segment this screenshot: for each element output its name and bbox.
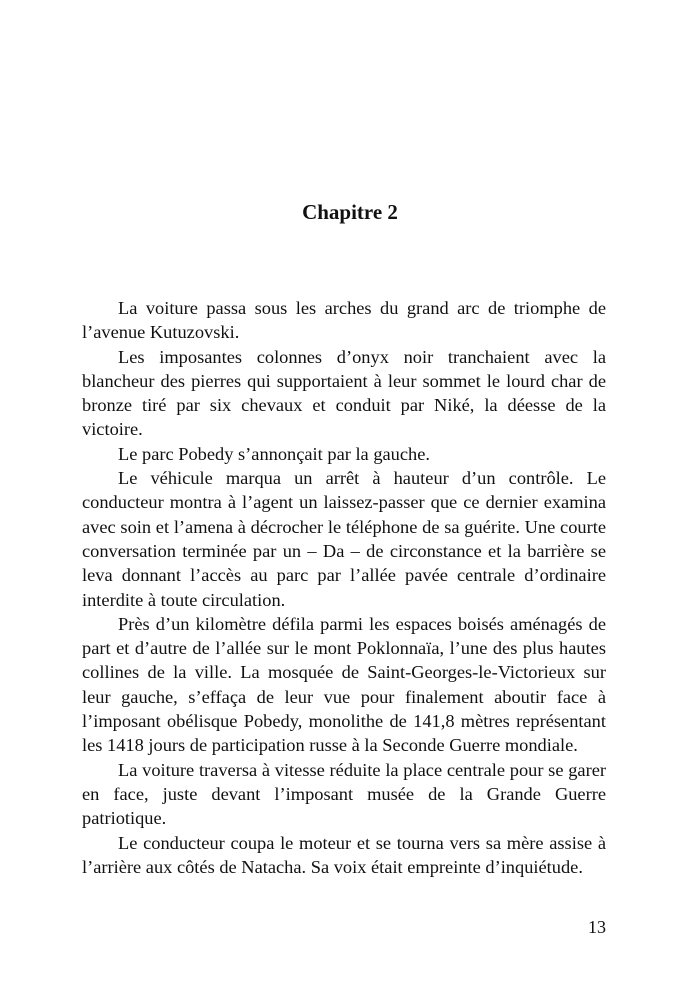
paragraph: Près d’un kilomètre défila parmi les espaces boisés aménagés de part et d’autre de l’allée sur le mont Poklonnaïa, l’une des plus hautes collines de la ville. La mosquée de Saint-Georges-le-Victorieux sur leur gauche, s’effaça de leur vue pour finalement aboutir face à l’imposant obélisque Pobedy, monolithe de 141,8 mètres représentant les 1418 jours de participation russe à la Seconde Guerre mondiale.: [82, 613, 606, 756]
body-text: [82, 296, 606, 879]
paragraph: La voiture passa sous les arches du grand arc de triomphe de l’avenue Kutuzovski.: [82, 298, 606, 343]
paragraph: La voiture traversa à vitesse réduite la place centrale pour se garer en face, juste devant l’imposant musée de la Grande Guerre patriotique.: [82, 759, 606, 829]
paragraph: Les imposantes colonnes d’onyx noir tranchaient avec la blancheur des pierres qui supportaient à leur sommet le lourd char de bronze tiré par six chevaux et conduit par Niké, la déesse de la victoire.: [82, 346, 606, 440]
paragraph: Le véhicule marqua un arrêt à hauteur d’un contrôle. Le conducteur montra à l’agent un laissez-passer que ce dernier examina avec soin et l’amena à décrocher le téléphone de sa guérite. Une courte conversation terminée par un – Da – de circonstance et la barrière se leva donnant l’accès au parc par l’allée pavée centrale d’ordinaire interdite à toute circulation.: [82, 468, 606, 610]
paragraph: Le conducteur coupa le moteur et se tourna vers sa mère assise à l’arrière aux côtés de Natacha. Sa voix était empreinte d’inquiétude.: [82, 832, 606, 877]
paragraph: Le parc Pobedy s’annonçait par la gauche.: [118, 443, 430, 464]
page-number: 13: [588, 917, 606, 937]
chapter-title: Chapitre 2: [302, 200, 398, 224]
